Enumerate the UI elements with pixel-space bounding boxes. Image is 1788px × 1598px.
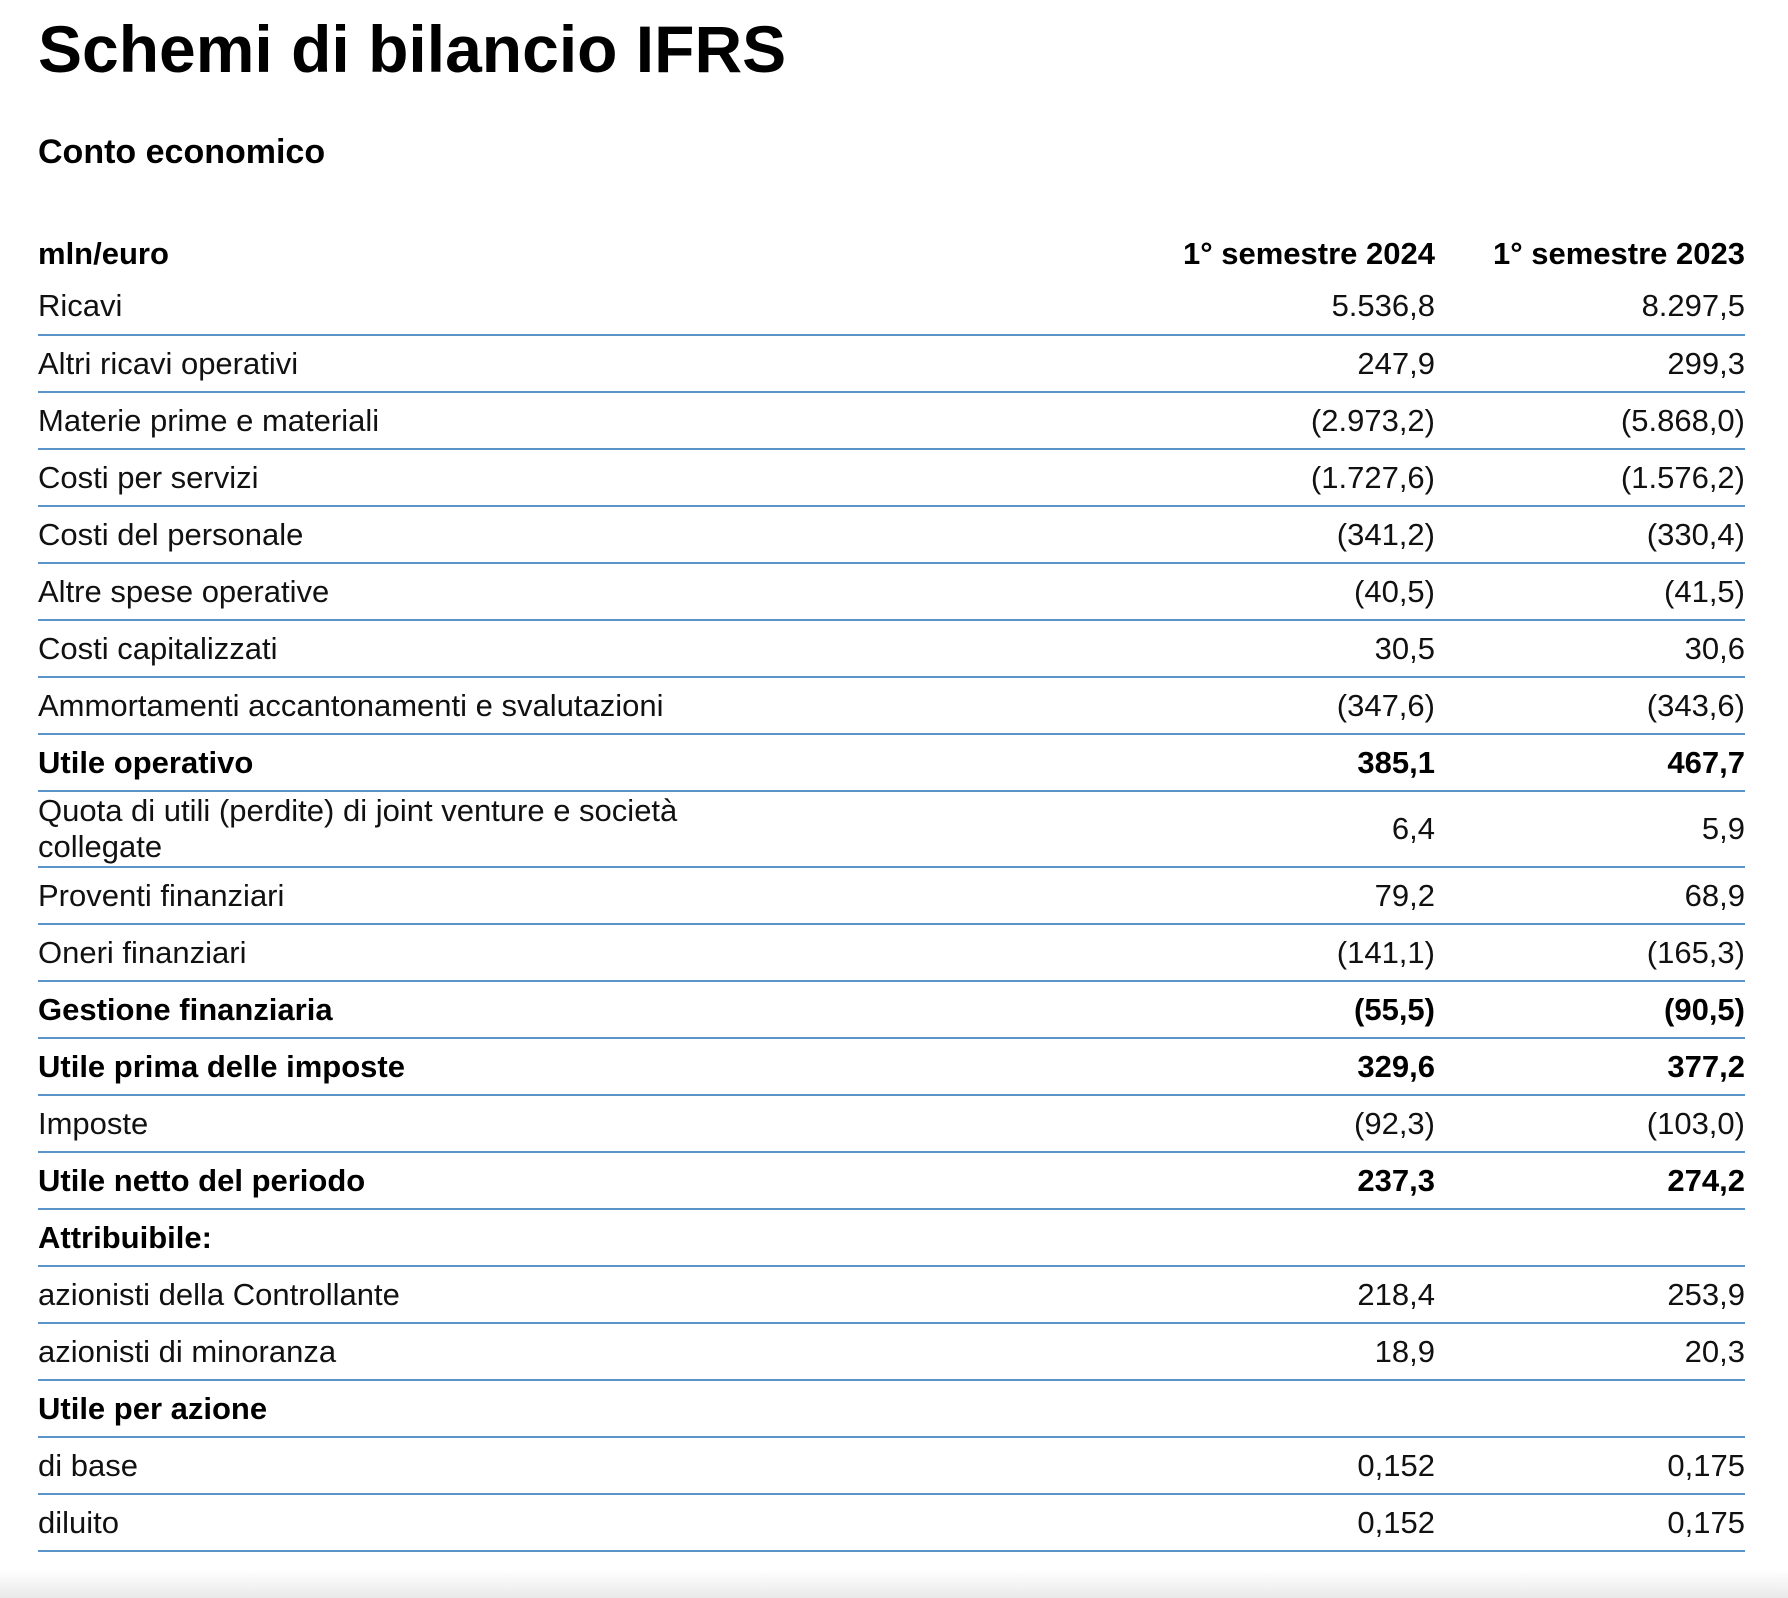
value-2024: (92,3) xyxy=(1115,1095,1435,1152)
table-row xyxy=(38,620,1745,677)
bottom-edge-shadow xyxy=(0,1570,1788,1598)
value-2023: 377,2 xyxy=(1435,1038,1745,1095)
row-label: diluito xyxy=(38,1494,1115,1551)
value-2023: 20,3 xyxy=(1435,1323,1745,1380)
table-row xyxy=(38,506,1745,563)
value-2024: 79,2 xyxy=(1115,867,1435,924)
income-statement-table xyxy=(38,216,1745,1552)
table-row xyxy=(38,335,1745,392)
table-row-subtotal xyxy=(38,1038,1745,1095)
value-2023: 274,2 xyxy=(1435,1152,1745,1209)
value-2023: 467,7 xyxy=(1435,734,1745,791)
row-label: di base xyxy=(38,1437,1115,1494)
value-2023: (103,0) xyxy=(1435,1095,1745,1152)
row-label: Costi per servizi xyxy=(38,449,1115,506)
table-row xyxy=(38,1266,1745,1323)
row-label: Utile operativo xyxy=(38,734,1115,791)
value-2023: 253,9 xyxy=(1435,1266,1745,1323)
header-period-2024: 1° semestre 2024 xyxy=(1183,236,1435,271)
table-row-subtotal xyxy=(38,981,1745,1038)
row-label: Costi capitalizzati xyxy=(38,620,1115,677)
document-page xyxy=(38,0,1745,1552)
value-2024: 0,152 xyxy=(1115,1437,1435,1494)
value-2024: 5.536,8 xyxy=(1115,278,1435,335)
value-2023: 0,175 xyxy=(1435,1437,1745,1494)
value-2023: 0,175 xyxy=(1435,1494,1745,1551)
row-label-text: Quota di utili (perdite) di joint venture e società collegate xyxy=(38,793,678,864)
page-title: Schemi di bilancio IFRS xyxy=(38,12,787,86)
row-label: Utile netto del periodo xyxy=(38,1152,1115,1209)
table-row xyxy=(38,278,1745,335)
table-row xyxy=(38,449,1745,506)
value-2024: 30,5 xyxy=(1115,620,1435,677)
value-2023: 68,9 xyxy=(1435,867,1745,924)
table-row-subtotal xyxy=(38,1152,1745,1209)
row-label: Utile per azione xyxy=(38,1380,1115,1437)
table-row xyxy=(38,924,1745,981)
table-row-group-heading xyxy=(38,1380,1745,1437)
value-2023: (343,6) xyxy=(1435,677,1745,734)
value-2023: (1.576,2) xyxy=(1435,449,1745,506)
value-2024: 329,6 xyxy=(1115,1038,1435,1095)
row-label: Ricavi xyxy=(38,278,1115,335)
table-row-group-heading xyxy=(38,1209,1745,1266)
table-row xyxy=(38,1437,1745,1494)
header-period-2023: 1° semestre 2023 xyxy=(1493,236,1745,271)
value-2023 xyxy=(1435,1209,1745,1266)
row-label: Imposte xyxy=(38,1095,1115,1152)
value-2023: 299,3 xyxy=(1435,335,1745,392)
section-title: Conto economico xyxy=(38,133,326,171)
value-2024: 247,9 xyxy=(1115,335,1435,392)
value-2024: 18,9 xyxy=(1115,1323,1435,1380)
row-label: Gestione finanziaria xyxy=(38,981,1115,1038)
table-row xyxy=(38,1494,1745,1551)
value-2024: 218,4 xyxy=(1115,1266,1435,1323)
table-row xyxy=(38,867,1745,924)
value-2023: (90,5) xyxy=(1435,981,1745,1038)
value-2024: 0,152 xyxy=(1115,1494,1435,1551)
value-2024: (347,6) xyxy=(1115,677,1435,734)
row-label: azionisti di minoranza xyxy=(38,1323,1115,1380)
value-2023: (5.868,0) xyxy=(1435,392,1745,449)
value-2023: (41,5) xyxy=(1435,563,1745,620)
value-2024: (1.727,6) xyxy=(1115,449,1435,506)
row-label: Oneri finanziari xyxy=(38,924,1115,981)
row-label: Attribuibile: xyxy=(38,1209,1115,1266)
value-2024: 6,4 xyxy=(1115,791,1435,867)
row-label: Utile prima delle imposte xyxy=(38,1038,1115,1095)
table-row xyxy=(38,677,1745,734)
value-2023: (165,3) xyxy=(1435,924,1745,981)
value-2023: 30,6 xyxy=(1435,620,1745,677)
table-row xyxy=(38,563,1745,620)
header-unit: mln/euro xyxy=(38,236,169,271)
value-2024: (141,1) xyxy=(1115,924,1435,981)
value-2024: (2.973,2) xyxy=(1115,392,1435,449)
row-label: Altre spese operative xyxy=(38,563,1115,620)
row-label xyxy=(38,791,1115,867)
value-2024: 385,1 xyxy=(1115,734,1435,791)
table-row xyxy=(38,1323,1745,1380)
value-2024: (341,2) xyxy=(1115,506,1435,563)
value-2023: 5,9 xyxy=(1435,791,1745,867)
table-header-row xyxy=(38,216,1745,278)
row-label: Proventi finanziari xyxy=(38,867,1115,924)
row-label: Ammortamenti accantonamenti e svalutazioni xyxy=(38,677,1115,734)
row-label: Altri ricavi operativi xyxy=(38,335,1115,392)
value-2023 xyxy=(1435,1380,1745,1437)
table-row xyxy=(38,791,1745,867)
table-row xyxy=(38,1095,1745,1152)
value-2023: 8.297,5 xyxy=(1435,278,1745,335)
value-2024: 237,3 xyxy=(1115,1152,1435,1209)
value-2023: (330,4) xyxy=(1435,506,1745,563)
value-2024 xyxy=(1115,1209,1435,1266)
table-row-subtotal xyxy=(38,734,1745,791)
value-2024: (40,5) xyxy=(1115,563,1435,620)
value-2024: (55,5) xyxy=(1115,981,1435,1038)
row-label: Costi del personale xyxy=(38,506,1115,563)
table-row xyxy=(38,392,1745,449)
row-label: azionisti della Controllante xyxy=(38,1266,1115,1323)
value-2024 xyxy=(1115,1380,1435,1437)
row-label: Materie prime e materiali xyxy=(38,392,1115,449)
